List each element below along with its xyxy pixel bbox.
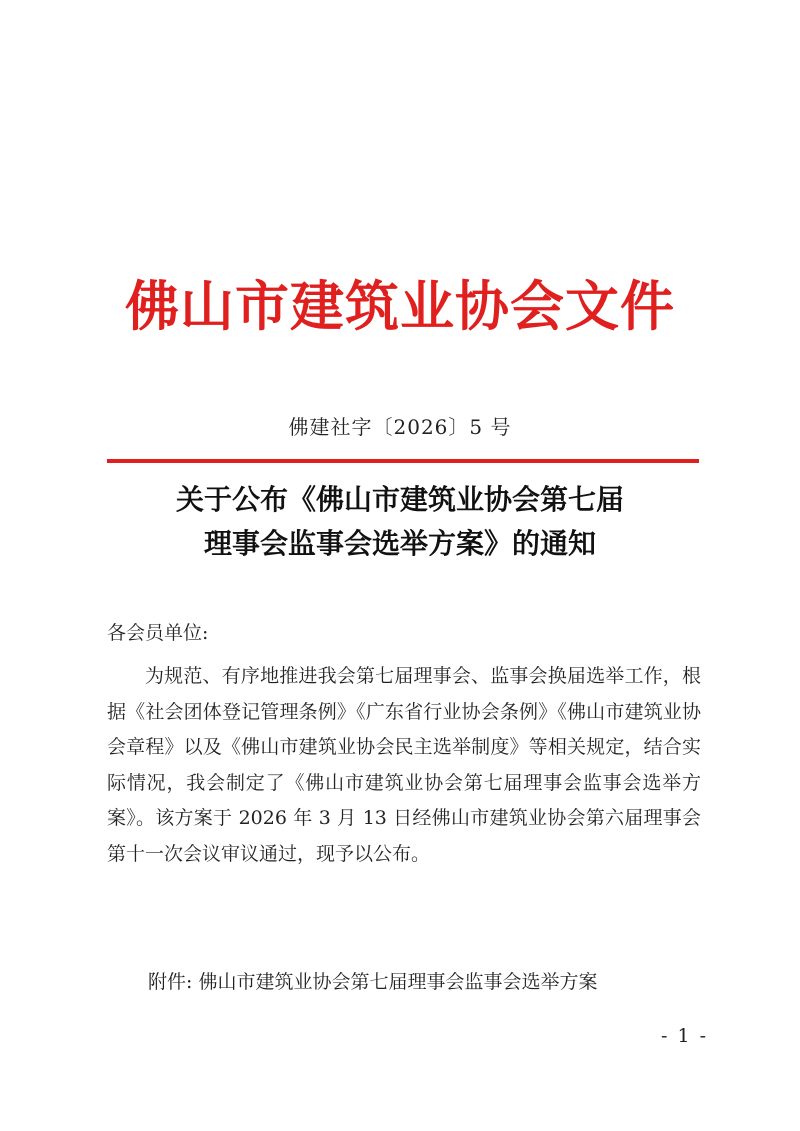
red-divider-line: [107, 459, 699, 463]
page-number: - 1 -: [660, 1025, 708, 1047]
attachment-line: 附件: 佛山市建筑业协会第七届理事会监事会选举方案: [148, 971, 598, 993]
notice-title: [0, 478, 800, 566]
document-number: 佛建社字〔2026〕5 号: [288, 415, 512, 439]
document-masthead: 佛山市建筑业协会文件: [125, 274, 675, 338]
salutation: 各会员单位:: [107, 622, 209, 644]
notice-title-line-2: 理事会监事会选举方案》的通知: [203, 527, 596, 560]
notice-title-line-1: 关于公布《佛山市建筑业协会第七届: [175, 483, 624, 516]
body-paragraph: 为规范、有序地推进我会第七届理事会、监事会换届选举工作，根据《社会团体登记管理条例》《广东省行业协会条例》《佛山市建筑业协会章程》以及《佛山市建筑业协会民主选举制度》等相关规定，结合实际情况，我会制定了《佛山市建筑业协会第七届理事会监事会选举方案》。该方案于 2026 年 3 月 13 日经佛山市建筑业协会第六届理事会第十一次会议审议通过，现予以公布。: [107, 665, 701, 865]
